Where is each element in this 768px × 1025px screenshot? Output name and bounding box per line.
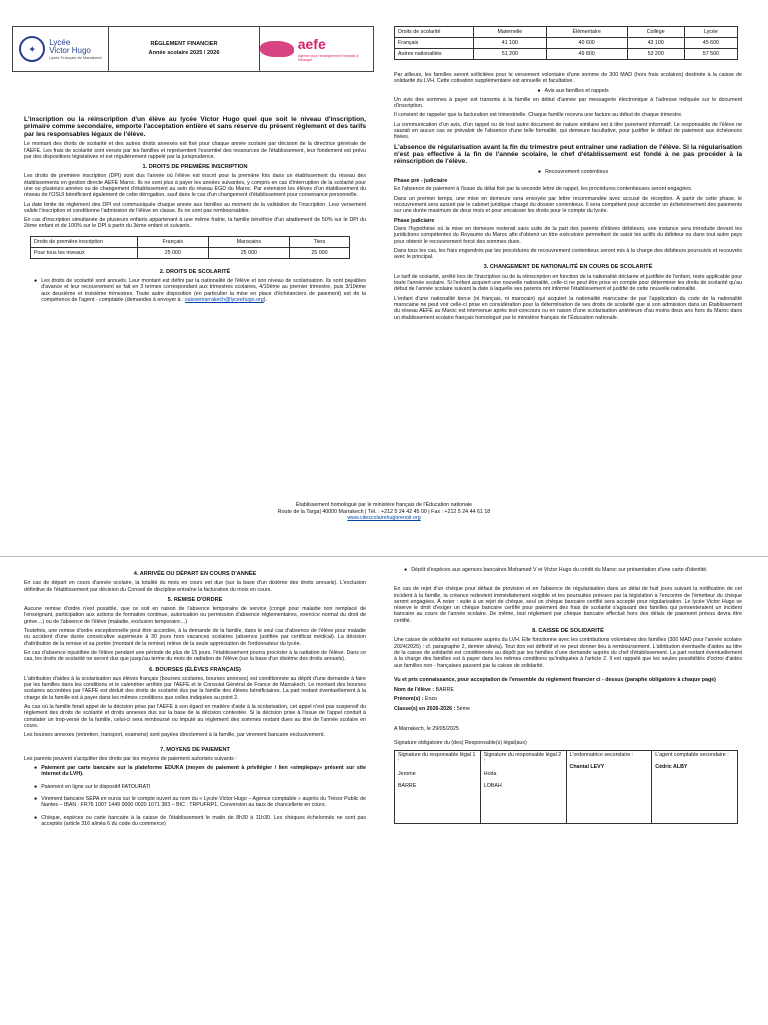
signature-date: A Marrakech, le 29/05/2025: [394, 726, 459, 733]
payment-method: [34, 784, 366, 793]
payment-method: [404, 567, 742, 576]
s2-text-tail: ).: [263, 296, 267, 303]
dpi-table: [30, 236, 350, 259]
first-name: Enzo: [424, 696, 437, 703]
student-name-label: Nom de l'élève :: [394, 687, 435, 694]
document-header: [12, 26, 374, 72]
school-emblem-icon: ✦: [19, 36, 45, 62]
school-logo: [13, 27, 109, 71]
document-year: Année scolaire 2025 / 2026: [148, 50, 220, 56]
fees-cell: 43 100: [627, 38, 684, 49]
payment-method: [34, 796, 366, 812]
s6-paragraph-2: Au cas où la famille ferait appel de la décision prise par l'AEFE à son égard en matière d'aide à la scolarisation, cet appel n'est pas suspensif du règlement des droits de scolarité et droits annexes dus sur la base de la décision contestée. Si la décision prise à l'issue de l'appel conduit à constater un trop-versé de la famille, celui-ci sera remboursé ou imputé au règlement des sommes restant dues au titre de l'année scolaire en cours.: [24, 704, 366, 729]
s5-paragraph-2: Toutefois, une remise d'ordre exceptionnelle peut être accordée, à la demande de la famille, dans le seul cas d'absence de l'élève pour maladie ou accident d'une durée consécutive supérieure à 30 jours hors vacances scolaires (absence justifiée par certificat médical). La décision d'attribution de la remise et sa portée (montant de la remise) relève de la seule appréciation de l'ordonnateur du lycée.: [24, 628, 366, 647]
section-2-title: 2. DROITS DE SCOLARITÉ: [159, 268, 231, 275]
radiation-warning: L'absence de régularisation avant la fin du trimestre peut entraîner une radiation de l'élève. Si la régularisation n'est pas effective à la fin de l'année scolaire, le chef d'établissement est fondé à ne pas procéder à la réinscription de l'élève.: [394, 143, 742, 166]
aefe-brand: aefe: [297, 36, 326, 52]
footer-website-link[interactable]: www.citescolairehugorenoir.org: [347, 515, 421, 522]
s7-intro: Les parents peuvent s'acquitter des droits par les moyens de paiement autorisés suivants :: [24, 755, 237, 762]
dpi-cell: 25 000: [289, 247, 349, 258]
s1-paragraph-2: La date limite de règlement des DPI est communiquée chaque année aux familles au moment de la validation de l'inscription. Leur versement valide l'inscription et conditionne l'admission de l'élève en classe. Ils ne sont pas remboursables.: [24, 201, 366, 214]
left-column: [24, 116, 366, 309]
class-value: 5ème: [456, 705, 470, 712]
dpi-cell: 25 000: [208, 247, 289, 258]
s6-paragraph-1: L'attribution d'aides à la scolarisation aux élèves français (bourses scolaires, bourses annexes) est conditionnée au dépôt d'une demande à faire par les familles dans les conditions et le calendrier arrêtés par l'AEFE et le Consulat Général de France de Marrakech. Le montant des bourses scolaires accordées par l'AEFE est déduit des droits de scolarité dus par la famille des élèves bénéficiaires. La part restant éventuellement à la charge de la famille est à payer dans les mêmes conditions que celles indiquées au point 2.: [24, 675, 366, 701]
r1-paragraph-4: La communication d'un avis, d'un rappel ou de tout autre document de nature similaire est à titre purement informatif. Le responsable de l'élève ne saurait en aucun cas se prévaloir de l'absence d'une telle formalité, qui demeure facultative, pour justifier le défaut de paiement aux échéances fixées.: [394, 121, 742, 141]
dpi-header-cell: Marocains: [208, 236, 289, 247]
payment-method: [34, 765, 366, 781]
page-2: [0, 556, 768, 1025]
fees-cell: 57 500: [684, 49, 737, 60]
r1-paragraph-8: Dans tous les cas, les frais engendrés par les procédures de recouvrement contentieux seront mis à la charge des débiteurs poursuivis et recouvrés avec le principal.: [394, 247, 742, 261]
payment-method-text: Virement bancaire SEPA en euros sur le compte ouvert au nom du « Lycée Victor Hugo – Agence comptable » auprès du Trésor Public de Nantes – IBAN : FR76 1007 1449 0000 0020 1071 383 – BIC : TRPUFRP1. Conversion au taux de chancellerie en cours.: [41, 796, 366, 809]
fees-cell: 51 200: [474, 49, 547, 60]
header-title-cell: [109, 27, 260, 71]
r1-paragraph-6: Dans un premier temps, une mise en demeure sera envoyée par lettre recommandée avec accusé de réception. À partir de cette phase, le recouvrement sera assuré par le cabinet juridique chargé du dossier contentieux. Il sera compétent pour accorder un échelonnement des paiements sur une durée maximum de deux mois et pour encaisser les droits pour le compte du lycée.: [394, 195, 742, 215]
s5-paragraph-1: Aucune remise d'ordre n'est possible, que ce soit en raison de l'absence temporaire de service (congé pour maladie non remplacé de l'enseignant, participation aux actions de formation continue, autorisation ou permission d'absence réglementaires, exercice normal du droit de grève…) ou de l'absence de l'élève (maladie, exclusion temporaire…): [24, 606, 366, 625]
payment-method-text: Paiement par carte bancaire sur la plateforme EDUKA (moyen de paiement à privilégier / lien «simplepay» présent sur site internet du LVH).: [41, 765, 366, 778]
dpi-header-cell: Droits de première inscription: [31, 236, 138, 247]
section-7-title: 7. MOYENS DE PAIEMENT: [160, 746, 230, 753]
s1-paragraph-3: En cas d'inscription simultanée de plusieurs enfants appartenant à une même fratrie, la famille bénéficie d'un abattement de 50% sur le DPI du 2ème enfant et de 100% sur le DPI à partir du 3ème enfant et suivants.: [24, 217, 366, 230]
p2-right-column: [394, 567, 742, 824]
school-subtitle: Lycée Français de Marrakech: [49, 54, 102, 60]
signature-title: Signature obligatoire du (des) Responsable(s) légal(aux): [394, 740, 527, 747]
intro-paragraph: Le montant des droits de scolarité et des autres droits annexes est fixé pour chaque année scolaire par décision de la directrice générale de l'AEFE. Les frais de scolarité sont versés par les familles et représentent l'essentiel des ressources de l'établissement, leur fondement est prévu par des dispositions législatives et est régulièrement rappelé par la jurisprudence.: [24, 141, 366, 160]
school-name-2: Victor Hugo: [49, 45, 91, 55]
signature-cell: [395, 750, 481, 823]
fees-header-cell: Élémentaire: [546, 27, 627, 38]
signature-label: L'ordonnatrice secondaire :: [569, 751, 634, 758]
school-name: Lycée: [49, 37, 71, 47]
payment-method: [34, 815, 366, 831]
r1-paragraph-5: En l'absence de paiement à l'issue du délai fixé par la seconde lettre de rappel, les procédures contentieuses seront engagées.: [394, 186, 693, 193]
right-column: [394, 26, 742, 324]
aefe-subtitle: Agence pour l'enseignement français à l'étranger: [297, 54, 359, 62]
fees-cell: 41 100: [474, 38, 547, 49]
document-title: RÈGLEMENT FINANCIER: [150, 41, 218, 47]
bullet-icon: ●: [537, 87, 541, 94]
aefe-logo: [260, 27, 373, 71]
signature-cell: [566, 750, 652, 823]
notice-heading-text: Avis aux familles et rappels: [544, 87, 609, 94]
world-map-icon: [260, 41, 294, 57]
section-8-title: 8. CAISSE DE SOLIDARITÉ: [532, 628, 604, 635]
r1-paragraph-3: Il convient de rappeler que la facturation est trimestrielle. Chaque famille recevra une facture au début de chaque trimestre.: [394, 112, 683, 119]
bullet-icon: ●: [537, 168, 542, 175]
r1-paragraph-7: Dans l'hypothèse où la mise en demeure resterait sans suite de la part des parents d'élèves débiteurs, une instance sera introduite devant les juridictions compétentes du Royaume du Maroc afin d'obtenir un titre exécutoire permettant de saisir les actifs du débiteur ou dans tout autre pays pour obtenir le recouvrement forcé des sommes dues.: [394, 225, 742, 245]
r1-paragraph-9: Le tarif de scolarité, arrêté lors de l'inscription ou de la réinscription en fonction de la nationalité déclarée et justifiée de l'enfant, reste applicable pour toute l'année scolaire. Si l'enfant acquiert une nouvelle nationalité, celle-ci ne peut être prise en compte pour déterminer les droits de scolarité qu'au début de l'année scolaire suivant la date à laquelle ses parents ont informé l'établissement et justifié de cette nouvelle nationalité.: [394, 273, 742, 293]
dpi-cell: Pour tous les niveaux: [31, 247, 138, 258]
fees-cell: 45 600: [684, 38, 737, 49]
section-5-title: 5. REMISE D'ORDRE: [167, 596, 223, 603]
recovery-heading-text: Recouvrement contentieux: [545, 168, 609, 175]
r1-paragraph-1: Par ailleurs, les familles seront sollicitées pour le versement volontaire d'une somme de 300 MAD (hors frais scolaires) destinée à la caisse de solidarité du LVH. Cette cotisation supplémentaire est annuelle et facultative.: [394, 72, 742, 85]
signature-label: Signature du responsable légal 1 :: [398, 751, 476, 764]
signer-first-name: Jerome: [398, 770, 416, 777]
bullet-icon: ●: [34, 796, 38, 803]
section-4-title: 4. ARRIVÉE OU DÉPART EN COURS D'ANNÉE: [133, 571, 257, 577]
footer-line-2: Route de la Targa| 40000 Marrakech | Tél. : +212 5 24 42 45 00 | Fax : +212 5 24 44 61 18: [277, 508, 491, 515]
judicial-heading: Phase judiciaire: [394, 217, 435, 224]
s1-paragraph-1: Les droits de première inscription (DPI) sont dus l'année où l'élève est inscrit pour la première fois dans un établissement du réseau des établissements en gestion directe AEFE Maroc. Ils ne sont plus à payer les années suivantes, y compris en cas d'interruption de la scolarité pour une ou plusieurs années ou de changement d'établissement au sein du réseau EGD du Maroc. Par extension les élèves d'un établissement du réseau de l'OSUI bénéficient également de cette dérogation, sauf dans le cas d'un changement d'établissement pour convenance personnelle.: [24, 173, 366, 199]
fees-header-cell: Collège: [627, 27, 684, 38]
email-link[interactable]: saissemarrakech@lyceehugo.org: [185, 296, 264, 303]
table-row: [395, 38, 738, 49]
acknowledgement: Vu et pris connaissance, pour acceptation de l'ensemble du règlement financier ci - dessus (paraphe obligatoire à chaque page): [394, 676, 716, 683]
fees-cell: Français: [395, 38, 474, 49]
dpi-cell: 25 000: [138, 247, 209, 258]
bullet-icon: ●: [34, 814, 38, 821]
fees-cell: 53 200: [627, 49, 684, 60]
first-name-label: Prénom(s) :: [394, 696, 424, 703]
signature-label: L'agent comptable secondaire :: [655, 751, 729, 758]
signer-last-name: Cédric ALBY: [655, 764, 688, 771]
student-name: BARRE: [435, 687, 454, 694]
signature-label: Signature du responsable légal 2 :: [483, 751, 562, 764]
footer-line-1: Établissement homologué par le ministère français de l'Éducation nationale: [295, 502, 473, 508]
cheque-rejection-paragraph: En cas de rejet d'un chèque pour défaut de provision et en l'absence de régularisation dans un délai de huit jours suivant la notification de cet incident à la famille, la créance redevient immédiatement exigible et les poursuites prévues par la législation à l'encontre de l'émetteur du chèque seront engagées. À noter : suite à un rejet de chèque, seul un chèque bancaire certifié sera accepté pour régularisation. Le lycée Victor Hugo se réserve le droit d'exiger un chèque bancaire certifié pour paiement des frais de scolarité s'agissant des familles qui présenteraient un incident bancaire au cours de l'année scolaire. De même, tout règlement par chèque bancaire effectué hors des délais de paiement prévus devra être certifié.: [394, 586, 742, 624]
fees-header-cell: Maternelle: [474, 27, 547, 38]
fees-header-cell: Lycée: [684, 27, 737, 38]
s5-paragraph-3: En cas d'absence injustifiée de l'élève pendant une période de plus de 15 jours, l'établissement pourra procéder à la radiation de l'élève. Dans ce cas, les droits de scolarité ne seront dus que jusqu'au terme du mois de radiation de l'élève (sur la base d'un dixième des droits annuels).: [24, 649, 366, 663]
bullet-icon: ●: [404, 567, 408, 573]
signature-cell: [480, 750, 566, 823]
section-1-title: 1. DROITS DE PREMIÈRE INSCRIPTION: [142, 164, 248, 171]
bullet-icon: ●: [34, 278, 38, 285]
payment-method-text: Chèque, espèces ou carte bancaire à la caisse de l'établissement le matin de 8h30 à 11h30. Les chèques échelonnés ne sont pas acceptés (article 316 alinéa 6 du code du commerce): [41, 814, 366, 827]
s4-paragraph: En cas de départ en cours d'année scolaire, la totalité du mois en cours est due (sur la base d'un dixième des droits annuels). L'exclusion définitive de l'établissement par décision du Conseil de discipline entraîne la facturation du mois en cours.: [24, 580, 366, 593]
signature-table: [394, 750, 738, 824]
table-row: [395, 49, 738, 60]
s2-text: Les droits de scolarité sont annuels. Leur montant est défini par la nationalité de l'élève et son niveau de scolarisation. Ils sont payables d'avance et leur recouvrement se fait en 3 termes correspondant aux trimestres scolaires, 4/10ème au premier trimestre, puis 3/10ème aux deuxième et troisième trimestres. Toute autre disposition (en particulier la mise en place d'échéanciers de paiement) est de la compétence de l'agent - comptable (demandes à envoyer à :: [41, 278, 366, 303]
page-footer: [0, 502, 768, 522]
signer-last-name: LOBAH: [483, 783, 502, 790]
fees-cell: 49 800: [546, 49, 627, 60]
section-6-title: 6. BOURSES (ÉLÈVES FRANÇAIS): [149, 666, 241, 673]
signer-first-name: Hoda: [483, 770, 497, 777]
dpi-header-cell: Tiers: [289, 236, 349, 247]
payment-method-text: Dépôt d'espèces aux agences bancaires Mohamed V et Victor Hugo du crédit du Maroc sur présentation d'une carte d'identité.: [411, 567, 708, 573]
r1-paragraph-10: L'enfant d'une nationalité tierce (ni français, ni marocain) qui acquiert la nationalité marocaine de par l'application du code de la nationalité marocaine ne peut voir celle-ci prise en considération pour la détermination de ses droits de scolarité que si son admission dans un Établissement du réseau AEFE au Maroc est intervenue après test-concours ou en raison d'une scolarisation antérieure d'au moins deux ans hors du Maroc dans un établissement scolaire français homologué par le ministère français de l'Éducation nationale.: [394, 295, 742, 321]
signature-cell: [652, 750, 738, 823]
payment-method-text: Paiement en ligne sur le dispositif FATOURATI: [41, 783, 151, 790]
fees-cell: Autres nationalités: [395, 49, 474, 60]
intro-statement: L'inscription ou la réinscription d'un élève au lycée Victor Hugo quel que soit le niveau d'inscription, primaire comme secondaire, emporte l'acceptation entière et sans réserve du présent règlement et des tarifs par les responsables légaux de l'élève.: [24, 116, 366, 138]
section-3-title: 3. CHANGEMENT DE NATIONALITÉ EN COURS DE SCOLARITÉ: [483, 264, 653, 271]
p2-left-column: [24, 567, 366, 833]
fees-table: [394, 26, 738, 60]
notice-heading: [404, 88, 742, 94]
s6-paragraph-3: Les bourses annexes (entretien, transport, examens) sont payées directement à la famille, par virement bancaire exclusivement.: [24, 732, 325, 739]
bullet-icon: ●: [34, 765, 38, 772]
bullet-icon: ●: [34, 783, 38, 790]
fees-cell: 40 600: [546, 38, 627, 49]
pre-judicial-heading: Phase pré - judiciaire: [394, 178, 448, 185]
dpi-header-cell: Français: [138, 236, 209, 247]
r1-paragraph-2: Un avis des sommes à payer est transmis à la famille en début d'année par messagerie électronique à l'adresse indiquée sur le document d'inscription.: [394, 96, 742, 110]
class-label: Classe(s) en 2026-2026 :: [394, 705, 456, 712]
signer-last-name: Chantal LEVY: [569, 764, 605, 771]
fees-header-cell: Droits de scolarité: [395, 27, 474, 38]
s2-bullet: [34, 278, 366, 306]
s8-paragraph: Une caisse de solidarité est instaurée auprès du LVH. Elle fonctionne avec les contributions volontaires des familles (300 MAD pour l'année scolaire 2024/2025) : cf. paragraphe 2, dernier alinéa). Tout don est définitif et ne peut donner lieu à remboursement. L'attribution éventuelle d'aides au titre de la caisse de solidarité est conditionnée au dépôt par les familles d'une demande auprès du chef d'établissement. La part restant éventuellement à la charge des familles est à payer dans les mêmes conditions qu'indiquées à l'article 2. Il est rappelé que les seules possibilités d'octroi d'aides aux familles non - françaises passent par la caisse de solidarité.: [394, 637, 742, 669]
recovery-heading: [404, 169, 742, 175]
signer-last-name: BARRE: [398, 783, 417, 790]
